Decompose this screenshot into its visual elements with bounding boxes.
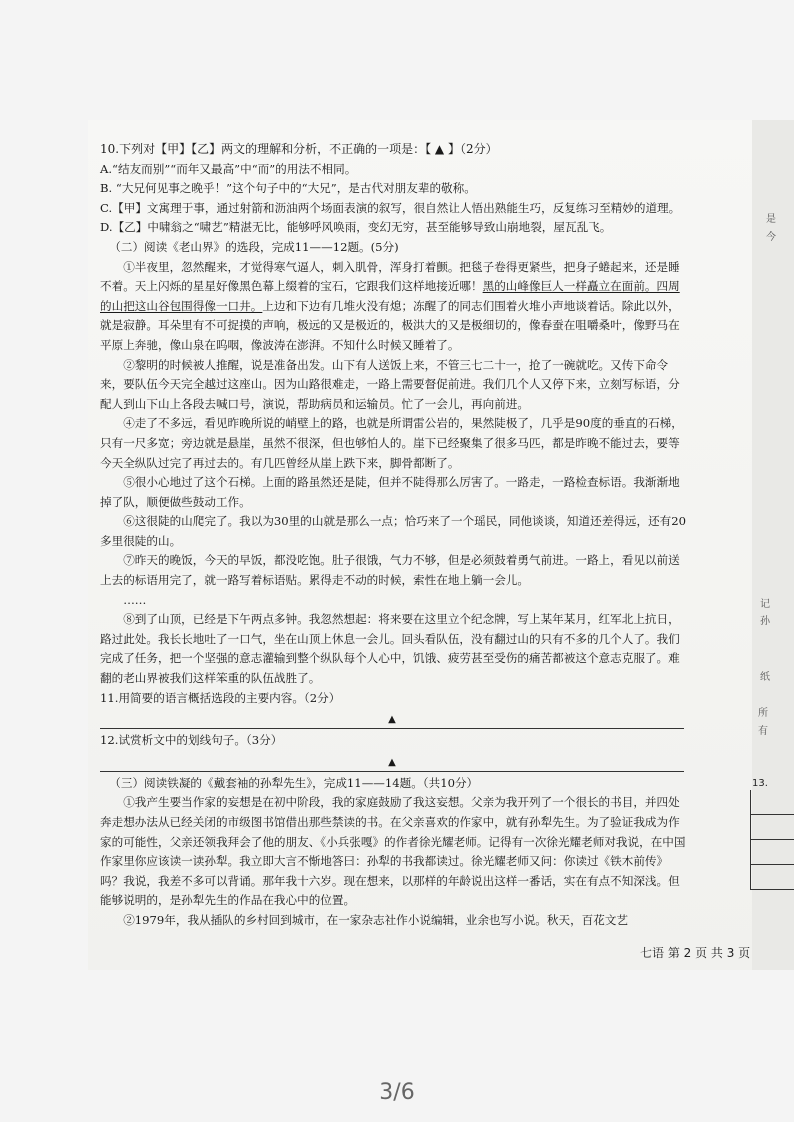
section2-paragraph-5: ⑤很小心地过了这个石梯。上面的路虽然还是陡，但并不陡得那么厉害了。一路走，一路检查标语。我渐渐地掉了队，顺便做些鼓动工作。 xyxy=(100,475,680,509)
page-indicator: 3/6 xyxy=(379,1080,415,1105)
margin-char: 记 xyxy=(760,599,770,610)
margin-char: 所 xyxy=(758,708,768,719)
q10-option-b: B. “大兄何见事之晚乎！”这个句子中的“大兄”，是古代对朋友辈的敬称。 xyxy=(100,181,476,196)
answer-grid-box xyxy=(750,790,794,890)
section3-paragraph-1: ①我产生要当作家的妄想是在初中阶段，我的家庭鼓励了我这妄想。父亲为我开列了一个很长的书目，并四处奔走想办法从已经关闭的市级图书馆借出那些禁读的书。在父亲喜欢的作家中，就有孙犁先生。为了验证我成为作家的可能性，父亲还领我拜会了他的朋友、《小兵张嘎》的作者徐光耀老师。记得有一次徐光耀老师对我说，在中国作家里你应该读一读孙犁。我立即大言不惭地答曰：孙犁的书我都读过。徐光耀老师又问：你读过《铁木前传》吗？我说，我差不多可以背诵。那年我十六岁。现在想来，以那样的年龄说出这样一番话，实在有点不知深浅。但能够说明的，是孙犁先生的作品在我心中的位置。 xyxy=(100,795,686,908)
q10-option-d: D.【乙】中啸翁之“啸艺”精湛无比，能够呼风唤雨，变幻无穷，甚至能够导致山崩地裂，屋瓦乱飞。 xyxy=(100,220,612,235)
underlined-sentence: 黑的山峰像巨人一样矗立在面前。四周的山把这山谷包围得像一口井。 xyxy=(100,279,680,313)
q10-stem: 10.下列对【甲】【乙】两文的理解和分析，不正确的一项是：【 ▲ 】（2分） xyxy=(100,142,498,156)
section2-paragraph-4: ④走了不多远，看见昨晚所说的峭壁上的路，也就是所谓雷公岩的，果然陡极了，几乎是90度的垂直的石梯，只有一尺多宽；旁边就是悬崖，虽然不很深，但也够怕人的。崖下已经聚集了很多马匹，都是昨晚不能过去，要等今天全纵队过完了再过去的。有几匹曾经从崖上跌下来，脚骨都断了。 xyxy=(100,416,683,470)
section3-heading: （三）阅读铁凝的《戴套袖的孙犁先生》，完成11——14题。（共10分） xyxy=(109,775,479,790)
margin-char: 有 xyxy=(758,726,768,737)
ellipsis: …… xyxy=(123,592,147,607)
page-footer: 七语 第 2 页 共 3 页 xyxy=(640,946,751,960)
q10-option-a: A.“结友而别”“而年又最高”中“而”的用法不相同。 xyxy=(100,161,357,176)
q10-option-c: C.【甲】文寓理于事，通过射箭和沥油两个场面表演的叙写，很自然让人悟出熟能生巧，反复练习至精妙的道理。 xyxy=(100,200,681,215)
p1-text-a: ①半夜里，忽然醒来，才觉得寒气逼人，刺入肌骨，浑身打着颤。把毯子卷得更紧些，把身子蜷起来，还是睡不着。天上闪烁的星星好像黑色幕上缀着的宝石，它跟我们这样地接近哪！ xyxy=(100,259,680,294)
margin-question-13: 13. xyxy=(752,778,768,789)
q12-stem: 12.试赏析文中的划线句子。（3分） xyxy=(100,733,283,748)
margin-char: 是 xyxy=(766,214,776,225)
answer-triangle-icon: ▲ xyxy=(388,756,396,768)
document-content xyxy=(100,140,688,931)
section2-heading: （二）阅读《老山界》的选段，完成11——12题。(5分) xyxy=(109,239,399,254)
section2-paragraph-6: ⑥这很陡的山爬完了。我以为30里的山就是那么一点；恰巧来了一个瑶民，同他谈谈，知道还差得远，还有20多里很陡的山。 xyxy=(100,514,687,548)
margin-char: 今 xyxy=(766,232,776,243)
section2-paragraph-8: ⑧到了山顶，已经是下午两点多钟。我忽然想起：将来要在这里立个纪念牌，写上某年某月，红军北上抗日，路过此处。我长长地吐了一口气，坐在山顶上休息一会儿。回头看队伍，没有翻过山的只有不多的几个人了。我们完成了任务，把一个坚强的意志灌输到整个纵队每个人心中，饥饿、疲劳甚至受伤的痛苦都被这个意志克服了。难翻的老山界被我们这样笨重的队伍战胜了。 xyxy=(100,612,680,686)
q12-answer-line[interactable] xyxy=(100,751,684,772)
section2-paragraph-1 xyxy=(100,258,688,356)
margin-char: 孙 xyxy=(760,616,770,627)
answer-triangle-icon: ▲ xyxy=(388,714,396,726)
section2-paragraph-7: ⑦昨天的晚饭，今天的早饭，都没吃饱。肚子很饿，气力不够，但是必须鼓着勇气前进。一路上，看见以前送上去的标语用完了，就一路写着标语贴。累得走不动的时候，索性在地上躺一会儿。 xyxy=(100,553,680,588)
q11-stem: 11.用简要的语言概括选段的主要内容。（2分） xyxy=(100,690,341,705)
p1-text-b: 上边和下边有几堆火没有熄；冻醒了的同志们围着火堆小声地谈着话。除此以外，就是寂静。耳朵里有不可捉摸的声响，极远的又是极近的，极洪大的又是极细切的，像春蚕在咀嚼桑叶，像野马在平原上奔驰，像山泉在呜咽，像波涛在澎湃。不知什么时候又睡着了。 xyxy=(100,298,680,352)
q11-answer-line[interactable] xyxy=(100,708,684,729)
section2-paragraph-2: ②黎明的时候被人推醒，说是准备出发。山下有人送饭上来，不管三七二十一，抢了一碗就吃。又传下命令来，要队伍今天完全越过这座山。因为山路很难走，一路上需要督促前进。我们几个人又停下来，立刻写标语，分配人到山下山上各段去喊口号，演说，帮助病员和运输员。忙了一会儿，再向前进。 xyxy=(100,357,680,411)
margin-char: 纸 xyxy=(760,672,770,683)
section3-paragraph-2: ②1979年，我从插队的乡村回到城市，在一家杂志社作小说编辑，业余也写小说。秋天，百花文艺 xyxy=(123,912,629,927)
